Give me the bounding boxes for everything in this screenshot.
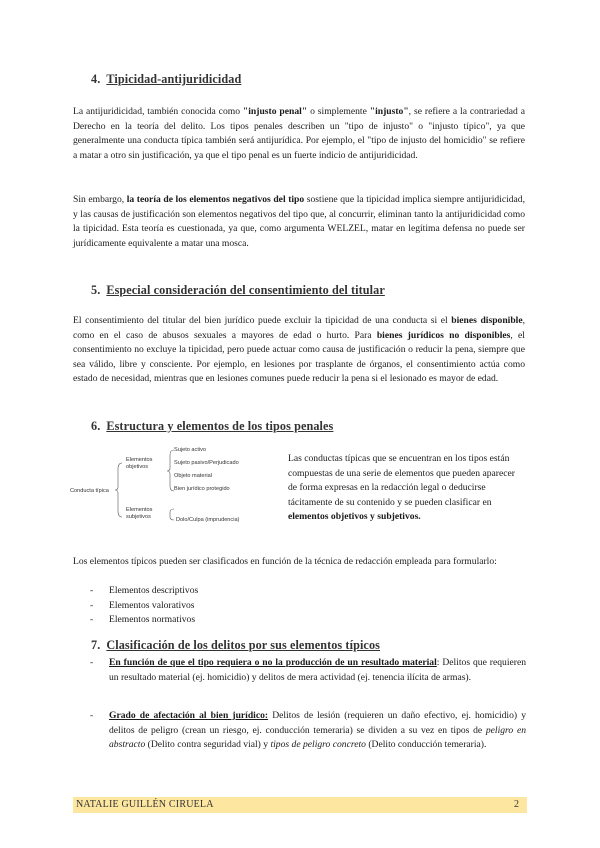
list-elementos bbox=[90, 584, 198, 628]
paragraph-antijuridicidad: La antijuridicidad, también conocida como "injusto penal" o simplemente "injusto", se refiere a la contrariedad a Derecho en la teoría del delito. Los tipos penales describen un "tipo de injusto" o "injusto típico", ya que generalmente una conducta típica también será antijurídica. Por ejemplo, el "tipo de injusto del homicidio" se refiere a matar a otro sin justificación, ya que el tipo penal es un fuerte indicio de antijuridicidad. bbox=[73, 106, 526, 161]
diagram-subjetivos: Elementos subjetivos bbox=[126, 507, 153, 520]
paragraph-clasificacion: Los elementos típicos pueden ser clasificados en función de la técnica de redacción empleada para formularlo: bbox=[73, 556, 497, 567]
list-item: - Grado de afectación al bien jurídico: Delitos de lesión (requieren un daño efectivo, ej. homicidio) y delitos de peligro (crean un riesgo, ej. conducción temeraria) se dividen a su vez en tipos de peligro en abstracto (Delito contra seguridad vial) y tipos de peligro concreto (Delito conducción temeraria). bbox=[90, 710, 526, 751]
diagram-item-3: Objeto material bbox=[174, 473, 212, 479]
section-7-heading: 7. Clasificación de los delitos por sus elementos típicos bbox=[91, 638, 380, 652]
paragraph-consentimiento: El consentimiento del titular del bien jurídico puede excluir la tipicidad de una conducta si el bienes disponible, como en el caso de abusos sexuales a mayores de edad o hurto. Para bienes jurídicos no disponibles, el consentimiento no excluye la tipicidad, pero puede actuar como causa de justificación o reducir la pena, siempre que sea válido, libre y consciente. Por ejemplo, en lesiones por trasplante de órganos, el consentimiento actúa como estado de necesidad, mientras que en lesiones comunes puede reducir la pena si el lesionado es mayor de edad. bbox=[73, 315, 525, 385]
section-4-heading: 4. Tipicidad-antijuridicidad bbox=[91, 72, 242, 86]
section-6-heading: 6. Estructura y elementos de los tipos penales bbox=[91, 419, 334, 433]
page-footer bbox=[73, 797, 527, 813]
list-clasificacion-1 bbox=[90, 656, 526, 685]
diagram-subitem: Dolo/Culpa (imprudencia) bbox=[176, 517, 240, 523]
elements-diagram bbox=[70, 447, 280, 529]
list-item: - Elementos valorativos bbox=[90, 599, 195, 611]
diagram-root: Conducta típica bbox=[70, 488, 109, 494]
diagram-item-2: Sujeto pasivo/Perjudicado bbox=[174, 460, 239, 466]
diagram-item-4: Bien jurídico protegido bbox=[174, 486, 230, 492]
list-item: - Elementos normativos bbox=[90, 614, 196, 626]
list-item: - Elementos descriptivos bbox=[90, 585, 199, 596]
side-paragraph: Las conductas típicas que se encuentran en los tipos están compuestas de una serie de elementos que pueden aparecer de forma expresas en la redacción legal o deducirse tácitamente de su contenido y se pueden clasificar en elementos objetivos y subjetivos. bbox=[288, 453, 515, 523]
section-5-heading: 5. Especial consideración del consentimiento del titular bbox=[91, 283, 385, 297]
paragraph-elementos-negativos: Sin embargo, la teoría de los elementos negativos del tipo sostiene que la tipicidad implica siempre antijuridicidad, y las causas de justificación son elementos negativos del tipo que, al concurrir, eliminan tanto la antijuridicidad como la tipicidad. Esta teoría es cuestionada, ya que, como argumenta WELZEL, matar en legítima defensa no puede ser jurídicamente equivalente a matar una mosca. bbox=[73, 194, 525, 249]
page-number: 2 bbox=[514, 799, 519, 810]
list-clasificacion-2 bbox=[90, 709, 526, 753]
list-item: - En función de que el tipo requiera o no la producción de un resultado material: Delitos que requieren un resultado material (ej. homicidio) y delitos de mera actividad (ej. tenencia ilícita de armas). bbox=[90, 657, 526, 683]
diagram-item-1: Sujeto activo bbox=[174, 447, 207, 453]
diagram-objetivos: Elementos objetivos bbox=[126, 457, 153, 470]
author-name: NATALIE GUILLÉN CIRUELA bbox=[76, 799, 214, 810]
